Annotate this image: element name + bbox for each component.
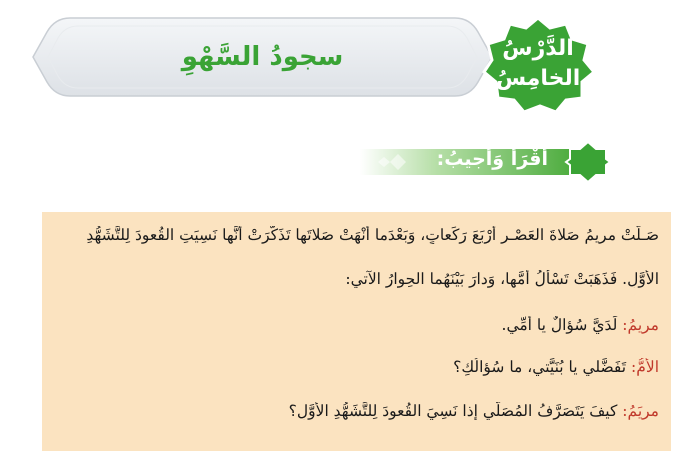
dialogue-speaker: الأُمُّ: bbox=[631, 358, 659, 376]
lesson-title-banner bbox=[30, 12, 495, 102]
intro-line-1: صَـلَّتْ مريمُ صَلاةَ العَصْـرِ أَرْبَعَ رَكَعاتٍ، وَبَعْدَما أَنْهَتْ صَلاتَها تَذَكَّرَتْ أَنَّها نَسِيَتِ القُعودَ لِلتَّشَهُّدِ bbox=[86, 226, 659, 244]
dialogue-text: لَدَيَّ سُؤالٌ يا أُمِّي. bbox=[501, 316, 623, 334]
dialogue-text: تَفَضَّلي يا بُنَيَّتي، ما سُؤالُكِ؟ bbox=[453, 358, 632, 376]
section-label: أَقْرَأُ وَأُجيبُ: bbox=[436, 148, 548, 170]
dialogue-speaker: مريمُ: bbox=[622, 316, 659, 334]
dialogue-line bbox=[52, 316, 659, 334]
lesson-number-text bbox=[478, 14, 598, 114]
dialogue-line bbox=[52, 402, 659, 420]
reading-box bbox=[42, 212, 671, 451]
dialogue-speaker: مريَمُ: bbox=[622, 402, 659, 420]
dialogue-text: كيفَ يَتَصَرَّفُ المُصَلّي إذا نَسِيَ القُعودَ لِلتَّشَهُّدِ الأَوَّلِ؟ bbox=[288, 402, 623, 420]
lesson-line-2: الخامِسُ bbox=[495, 66, 581, 91]
lesson-number-badge bbox=[478, 14, 598, 114]
lesson-line-1: الدَّرْسُ bbox=[502, 36, 574, 61]
dialogue-line bbox=[52, 358, 659, 376]
intro-line-2: الأَوَّلِ. فَذَهَبَتْ تَسْأَلُ أُمَّها، وَدارَ بَيْنَهُما الحِوارُ الآتي: bbox=[345, 270, 659, 288]
section-header bbox=[360, 140, 610, 184]
page-title: سجودُ السَّهْوِ bbox=[181, 42, 344, 72]
